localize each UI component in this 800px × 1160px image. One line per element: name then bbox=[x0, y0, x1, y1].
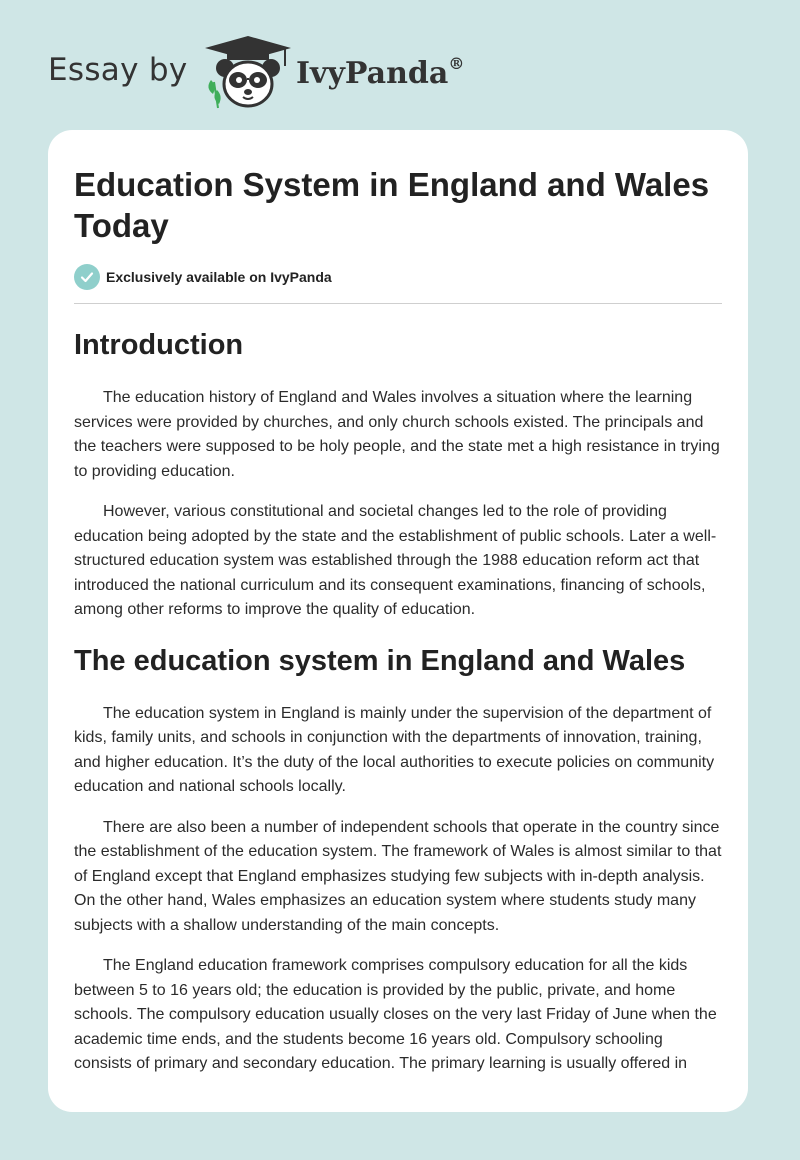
exclusive-badge bbox=[74, 264, 722, 290]
paragraph: However, various constitutional and societal changes led to the role of providing education being adopted by the state and the establishment of public schools. Later a well-structured education system was established through the 1988 education reform act that introduced the national curriculum and its consequent examinations, financing of schools, among other reforms to improve the quality of education. bbox=[74, 503, 717, 618]
check-circle-icon bbox=[74, 264, 100, 290]
brand-name[interactable]: IvyPanda® bbox=[296, 54, 465, 91]
panda-graduate-icon[interactable] bbox=[203, 34, 293, 110]
section-heading-introduction: Introduction bbox=[74, 329, 244, 361]
paragraph: The education history of England and Wales involves a situation where the learning services were provided by churches, and only church schools existed. The principals and the teachers were supposed to be holy people, and the state met a high resistance in trying to providing education. bbox=[74, 389, 720, 480]
registered-mark: ® bbox=[448, 54, 465, 73]
paragraph: The England education framework comprises compulsory education for all the kids between 5 to 16 years old; the education is provided by the public, private, and home schools. The compulsory education usually closes on the very last Friday of June when the academic time ends, and the students become 16 years old. Compulsory schooling consists of primary and secondary education. The primary learning is usually offered in bbox=[74, 957, 717, 1072]
essay-by-label: Essay by bbox=[48, 52, 188, 88]
essay-card bbox=[48, 130, 748, 1112]
site-header bbox=[48, 34, 548, 114]
section-heading-education-system: The education system in England and Wales bbox=[74, 644, 686, 677]
divider bbox=[74, 303, 722, 304]
paragraph: There are also been a number of independent schools that operate in the country since the establishment of the education system. The framework of Wales is almost similar to that of England except that England emphasizes studying few subjects with in-depth analysis. On the other hand, Wales emphasizes an education system where students study many subjects with a shallow understanding of the main concepts. bbox=[74, 818, 722, 934]
paragraph: The education system in England is mainly under the supervision of the department of kids, family units, and schools in conjunction with the departments of innovation, training, and higher education. It’s the duty of the local authorities to execute policies on community education and national schools locally. bbox=[74, 704, 715, 795]
exclusive-badge-label: Exclusively available on IvyPanda bbox=[106, 269, 332, 285]
page-title: Education System in England and Wales Today bbox=[74, 166, 710, 244]
